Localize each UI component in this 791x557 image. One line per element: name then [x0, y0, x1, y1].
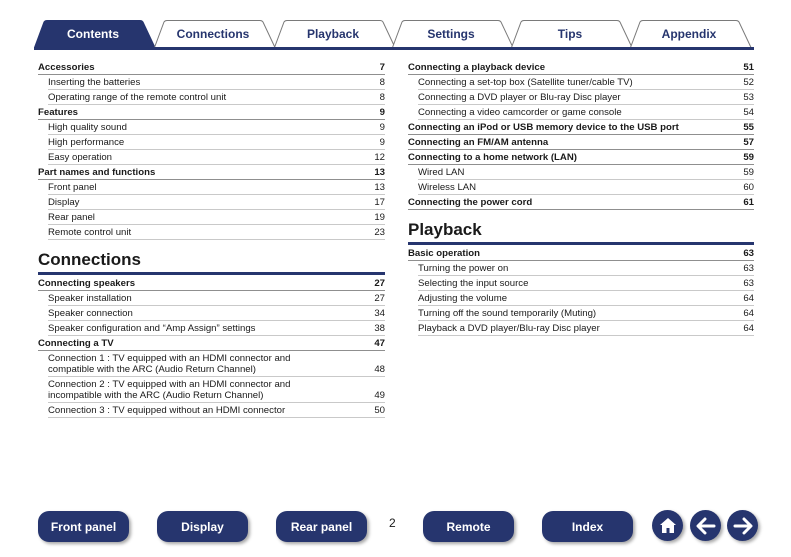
toc-entry-label [38, 62, 372, 73]
toc-entry-label [418, 263, 735, 274]
toc-left-column [38, 60, 385, 418]
home-button[interactable] [652, 510, 683, 541]
toc-entry-label-line: Selecting the input source [418, 278, 529, 289]
toc-page-number: 52 [743, 77, 754, 88]
toc-entry-label [418, 107, 735, 118]
toc-page-number: 13 [374, 182, 385, 193]
toc-entry[interactable] [418, 276, 754, 291]
toc-entry-label-line: Wired LAN [418, 167, 465, 178]
toc-entry-label-line: Adjusting the volume [418, 293, 508, 304]
toc-heading-entry[interactable] [38, 165, 385, 180]
toc-heading-entry[interactable] [38, 105, 385, 120]
toc-entry-label-line: Features [38, 107, 78, 118]
toc-entry[interactable] [418, 306, 754, 321]
toc-entry-label-line: Turning off the sound temporarily (Muting) [418, 308, 597, 319]
tab-appendix[interactable]: Appendix [630, 20, 748, 47]
toc-entry-label [418, 308, 735, 319]
display-button[interactable]: Display [157, 511, 248, 542]
home-icon [658, 516, 678, 536]
toc-page-number: 63 [743, 278, 754, 289]
toc-entry[interactable] [418, 90, 754, 105]
toc-entry-label-line: High performance [48, 137, 125, 148]
toc-entry-label [38, 107, 372, 118]
forward-button[interactable] [727, 510, 758, 541]
tab-underline [34, 47, 754, 50]
toc-entry-label-line: Connecting a TV [38, 338, 114, 349]
toc-entry-label [48, 77, 372, 88]
toc-entry-label [48, 137, 372, 148]
toc-page-number: 63 [743, 248, 754, 259]
tab-settings[interactable]: Settings [392, 20, 510, 47]
toc-entry-label [48, 293, 366, 304]
toc-entry-label [408, 197, 735, 208]
toc-entry-label-line: Inserting the batteries [48, 77, 141, 88]
tab-contents[interactable]: Contents [34, 20, 152, 47]
toc-entry-label [418, 77, 735, 88]
toc-entry[interactable] [48, 180, 385, 195]
toc-page-number: 7 [379, 62, 385, 73]
toc-page-number: 59 [743, 167, 754, 178]
toc-page-number: 9 [379, 137, 385, 148]
toc-page-number: 9 [379, 107, 385, 118]
toc-entry-label [418, 92, 735, 103]
toc-page-number: 61 [743, 197, 754, 208]
toc-entry-label-line: Connecting a DVD player or Blu-ray Disc player [418, 92, 621, 103]
toc-page-number: 60 [743, 182, 754, 193]
toc-page-number: 50 [374, 405, 385, 416]
toc-entry-label [48, 227, 366, 238]
tab-tips[interactable]: Tips [511, 20, 629, 47]
front-panel-button[interactable]: Front panel [38, 511, 129, 542]
toc-heading-entry[interactable] [408, 60, 754, 75]
toc-entry[interactable] [48, 210, 385, 225]
toc-entry-label-line: Turning the power on [418, 263, 509, 274]
toc-page-number: 12 [374, 152, 385, 163]
toc-entry-label [38, 167, 366, 178]
toc-entry-label [418, 278, 735, 289]
toc-list-connections [38, 276, 385, 418]
toc-page-number: 47 [374, 338, 385, 349]
toc-heading-entry[interactable] [38, 60, 385, 75]
back-button[interactable] [690, 510, 721, 541]
toc-page-number: 8 [379, 92, 385, 103]
index-button[interactable]: Index [542, 511, 633, 542]
toc-entry-label-line: Part names and functions [38, 167, 156, 178]
toc-page-number: 23 [374, 227, 385, 238]
toc-heading-entry[interactable] [408, 150, 754, 165]
toc-entry[interactable] [48, 291, 385, 306]
toc-page-number: 34 [374, 308, 385, 319]
toc-entry-label-line: Basic operation [408, 248, 480, 259]
toc-entry-label-line: Rear panel [48, 212, 95, 223]
toc-entry-label [48, 405, 366, 416]
toc-entry-label [48, 122, 372, 133]
toc-entry-label-line: High quality sound [48, 122, 127, 133]
toc-list-playback [408, 246, 754, 336]
toc-entry[interactable] [48, 90, 385, 105]
toc-entry-label-line: Connecting an FM/AM antenna [408, 137, 549, 148]
toc-entry[interactable] [48, 135, 385, 150]
toc-entry-label-line: Connecting the power cord [408, 197, 533, 208]
toc-entry-label-line: compatible with the ARC (Audio Return Channel) [48, 364, 256, 375]
section-title-playback: Playback [408, 210, 754, 245]
toc-entry-label [48, 152, 366, 163]
toc-page-number: 64 [743, 308, 754, 319]
toc-entry[interactable] [418, 321, 754, 336]
toc-entry-label [408, 152, 735, 163]
toc-heading-entry[interactable] [38, 276, 385, 291]
toc-page-number: 13 [374, 167, 385, 178]
toc-entry-label-line: Connecting an iPod or USB memory device to the USB port [408, 122, 679, 133]
toc-entry[interactable] [48, 306, 385, 321]
toc-entry-label-line: Remote control unit [48, 227, 132, 238]
toc-entry[interactable] [48, 120, 385, 135]
toc-entry-label [48, 308, 366, 319]
toc-entry-label-line: Easy operation [48, 152, 112, 163]
toc-page-number: 57 [743, 137, 754, 148]
toc-entry-label-line: Connecting a playback device [408, 62, 546, 73]
toc-entry-label-line: Display [48, 197, 80, 208]
toc-entry-label [418, 293, 735, 304]
toc-page-number: 63 [743, 263, 754, 274]
toc-entry[interactable] [418, 291, 754, 306]
toc-entry[interactable] [418, 165, 754, 180]
remote-button[interactable]: Remote [423, 511, 514, 542]
toc-entry-label-line: Connecting a set-top box (Satellite tuner/cable TV) [418, 77, 633, 88]
toc-entry-label-line: incompatible with the ARC (Audio Return Channel) [48, 390, 264, 401]
toc-entry-label [418, 167, 735, 178]
toc-entry-label [48, 379, 366, 401]
toc-entry-label-line: Connection 2 : TV equipped with an HDMI connector and [48, 379, 291, 390]
toc-page-number: 48 [374, 364, 385, 375]
toc-entry-label [408, 137, 735, 148]
toc-page-number: 53 [743, 92, 754, 103]
toc-entry-label-line: Connecting speakers [38, 278, 136, 289]
toc-heading-entry[interactable] [38, 336, 385, 351]
toc-page-number: 49 [374, 390, 385, 401]
toc-page-number: 27 [374, 293, 385, 304]
toc-entry[interactable] [48, 351, 385, 377]
toc-entry-label-line: Connecting a video camcorder or game console [418, 107, 622, 118]
toc-entry-label-line: Playback a DVD player/Blu-ray Disc player [418, 323, 600, 334]
toc-entry[interactable] [418, 75, 754, 90]
tab-playback[interactable]: Playback [274, 20, 392, 47]
toc-entry[interactable] [418, 105, 754, 120]
toc-page-number: 17 [374, 197, 385, 208]
toc-page-number: 55 [743, 122, 754, 133]
toc-page-number: 27 [374, 278, 385, 289]
toc-heading-entry[interactable] [408, 120, 754, 135]
toc-page-number: 59 [743, 152, 754, 163]
toc-entry-label [48, 353, 366, 375]
toc-page-number: 8 [379, 77, 385, 88]
toc-page-number: 64 [743, 293, 754, 304]
toc-heading-entry[interactable] [408, 246, 754, 261]
page-number: 2 [389, 516, 396, 530]
toc-entry-label [418, 182, 735, 193]
toc-entry-label-line: Operating range of the remote control unit [48, 92, 227, 103]
tab-connections[interactable]: Connections [154, 20, 272, 47]
toc-entry-label [38, 278, 366, 289]
toc-entry[interactable] [418, 261, 754, 276]
toc-entry-label [48, 92, 372, 103]
toc-entry[interactable] [48, 195, 385, 210]
toc-list-connections-cont [408, 60, 754, 210]
toc-entry-label [48, 323, 366, 334]
toc-entry-label-line: Accessories [38, 62, 95, 73]
toc-entry-label-line: Wireless LAN [418, 182, 477, 193]
rear-panel-button[interactable]: Rear panel [276, 511, 367, 542]
toc-page-number: 9 [379, 122, 385, 133]
toc-page-number: 64 [743, 323, 754, 334]
toc-entry-label-line: Connecting to a home network (LAN) [408, 152, 577, 163]
toc-entry-label-line: Connection 1 : TV equipped with an HDMI connector and [48, 353, 291, 364]
toc-entry-label [408, 248, 735, 259]
toc-list-features [38, 60, 385, 240]
toc-page-number: 54 [743, 107, 754, 118]
arrow-right-icon [733, 516, 753, 536]
toc-entry[interactable] [48, 403, 385, 418]
toc-entry[interactable] [48, 321, 385, 336]
toc-entry-label [408, 62, 735, 73]
toc-entry-label-line: Speaker installation [48, 293, 132, 304]
toc-entry[interactable] [48, 225, 385, 240]
toc-page-number: 19 [374, 212, 385, 223]
toc-right-column [408, 60, 754, 336]
toc-entry-label [48, 182, 366, 193]
toc-entry[interactable] [48, 150, 385, 165]
arrow-left-icon [696, 516, 716, 536]
tab-bar [34, 20, 754, 49]
toc-heading-entry[interactable] [408, 135, 754, 150]
toc-entry-label [38, 338, 366, 349]
toc-entry[interactable] [48, 377, 385, 403]
toc-entry-label [48, 212, 366, 223]
toc-entry[interactable] [48, 75, 385, 90]
toc-entry-label-line: Speaker configuration and “Amp Assign” settings [48, 323, 256, 334]
toc-entry-label [408, 122, 735, 133]
toc-entry-label [48, 197, 366, 208]
section-title-connections: Connections [38, 240, 385, 275]
toc-page-number: 38 [374, 323, 385, 334]
toc-page-number: 51 [743, 62, 754, 73]
toc-heading-entry[interactable] [408, 195, 754, 210]
toc-entry-label [418, 323, 735, 334]
toc-entry[interactable] [418, 180, 754, 195]
toc-entry-label-line: Front panel [48, 182, 97, 193]
toc-entry-label-line: Speaker connection [48, 308, 133, 319]
toc-entry-label-line: Connection 3 : TV equipped without an HDMI connector [48, 405, 286, 416]
